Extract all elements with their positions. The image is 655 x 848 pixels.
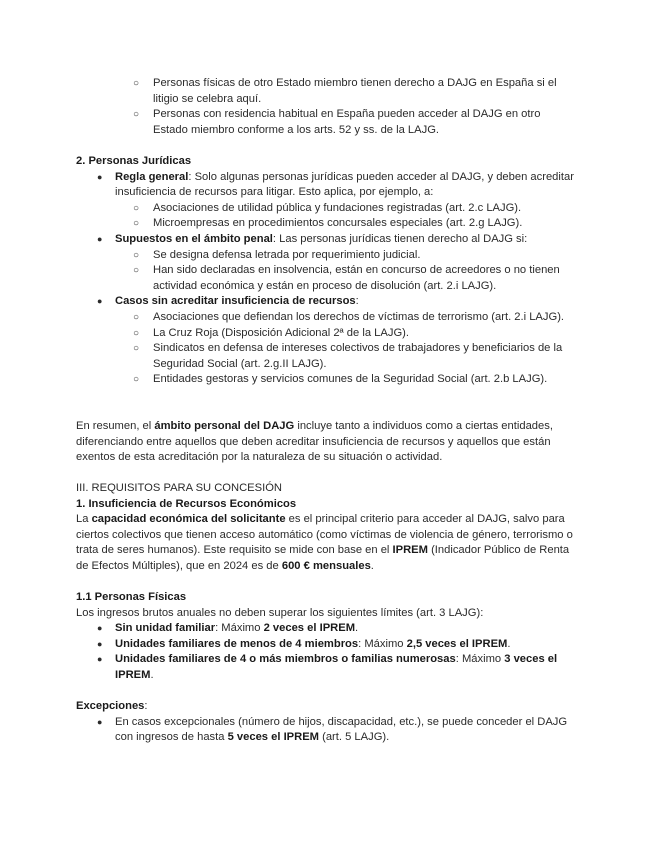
circle-bullet-icon: ○ — [133, 343, 140, 355]
limits-list — [76, 621, 575, 683]
excepciones-heading: Excepciones: — [76, 700, 148, 712]
circle-bullet-icon: ○ — [133, 218, 140, 230]
list-item: ● En casos excepcionales (número de hijos, discapacidad, etc.), se puede conceder el DAJG con ingresos de hasta 5 veces el IPREM (art. 5 LAJG). — [97, 715, 568, 744]
list-item: ○ Personas físicas de otro Estado miembro tienen derecho a DAJG en España si el litigio se celebra aquí. — [133, 77, 557, 105]
circle-bullet-icon: ○ — [133, 374, 140, 386]
list-item: ○ Sindicatos en defensa de intereses colectivos de trabajadores y beneficiarios de la Seguridad Social (art. 2.g.II LAJG). — [133, 342, 563, 370]
list-item: ● Sin unidad familiar: Máximo 2 veces el IPREM. — [76, 621, 575, 637]
list-item: ○ Asociaciones que defiendan los derechos de víctimas de terrorismo (art. 2.i LAJG). — [76, 310, 575, 326]
list-item: ● Unidades familiares de 4 o más miembros o familias numerosas: Máximo 3 veces el IPREM. — [97, 653, 558, 681]
limits-intro: Los ingresos brutos anuales no deben superar los siguientes límites (art. 3 LAJG): — [76, 606, 484, 619]
circle-bullet-icon: ○ — [133, 249, 140, 261]
summary-paragraph: En resumen, el ámbito personal del DAJG incluye tanto a individuos como a ciertas entidades, diferenciando entre aquellos que deben acreditar insuficiencia de recursos y aquellos que están exentos de esta acreditación por la naturaleza de su situación o actividad. — [76, 420, 553, 464]
list-item: ○ Personas con residencia habitual en España pueden acceder al DAJG en otro Estado miembro conforme a los arts. 52 y ss. de la LAJG. — [133, 108, 541, 136]
excepciones-list — [76, 715, 575, 746]
section-excepciones — [76, 699, 575, 746]
bullet-icon: ● — [97, 654, 103, 665]
list-item: ○ La Cruz Roja (Disposición Adicional 2ª de la LAJG). — [76, 326, 575, 342]
list-item-regla-general: ● Regla general: Solo algunas personas jurídicas pueden acceder al DAJG, y deben acreditar insuficiencia de recursos para litigar. Esto aplica, por ejemplo, a: — [97, 170, 574, 199]
list-item: ○ Entidades gestoras y servicios comunes de la Seguridad Social (art. 2.b LAJG). — [76, 372, 575, 388]
list-item-ambito-penal: ● Supuestos en el ámbito penal: Las personas jurídicas tienen derecho al DAJG si: — [76, 232, 575, 248]
circle-bullet-icon: ○ — [133, 202, 140, 214]
bullet-icon: ● — [97, 638, 103, 649]
top-sublist-block — [76, 76, 575, 138]
section-requisitos — [76, 481, 575, 575]
list-item: ○ Se designa defensa letrada por requerimiento judicial. — [76, 248, 575, 264]
circle-bullet-icon: ○ — [133, 265, 140, 277]
bullet-icon: ● — [97, 716, 103, 727]
requisitos-paragraph: La capacidad económica del solicitante es el principal criterio para acceder al DAJG, salvo para ciertos colectivos que tienen acceso automático (como víctimas de violencia de género, terrorismo o trata de seres humanos). Este requisito se mide con base en el IPREM (Indicador Público de Renta de Efectos Múltiples), que en 2024 es de 600 € mensuales. — [76, 513, 573, 572]
list-item: ○ Asociaciones de utilidad pública y fundaciones registradas (art. 2.c LAJG). — [76, 201, 575, 217]
subsection-heading: 1. Insuficiencia de Recursos Económicos — [76, 497, 297, 510]
section-personas-juridicas — [76, 154, 575, 388]
bullet-icon: ● — [97, 171, 103, 182]
list-item: ○ Han sido declaradas en insolvencia, están en concurso de acreedores o no tienen actividad económica y están en proceso de disolución (art. 2.i LAJG). — [133, 264, 560, 292]
list-item: ○ Microempresas en procedimientos concursales especiales (art. 2.g LAJG). — [76, 216, 575, 232]
bullet-icon: ● — [97, 296, 103, 307]
section-personas-fisicas — [76, 590, 575, 684]
bullet-icon: ● — [97, 233, 103, 244]
top-sublist — [76, 76, 575, 138]
section-heading: 2. Personas Jurídicas — [76, 155, 192, 167]
list-item: ● Unidades familiares de menos de 4 miembros: Máximo 2,5 veces el IPREM. — [76, 637, 575, 653]
circle-bullet-icon: ○ — [133, 109, 140, 121]
circle-bullet-icon: ○ — [133, 327, 140, 339]
juridicas-list — [76, 170, 575, 388]
list-item-casos-sin-acreditar: ● Casos sin acreditar insuficiencia de recursos: — [76, 294, 575, 310]
circle-bullet-icon: ○ — [133, 78, 140, 89]
bullet-icon: ● — [97, 623, 103, 634]
subsection-heading: 1.1 Personas Físicas — [76, 591, 187, 603]
section-title: III. REQUISITOS PARA SU CONCESIÓN — [76, 482, 282, 494]
circle-bullet-icon: ○ — [133, 311, 140, 323]
